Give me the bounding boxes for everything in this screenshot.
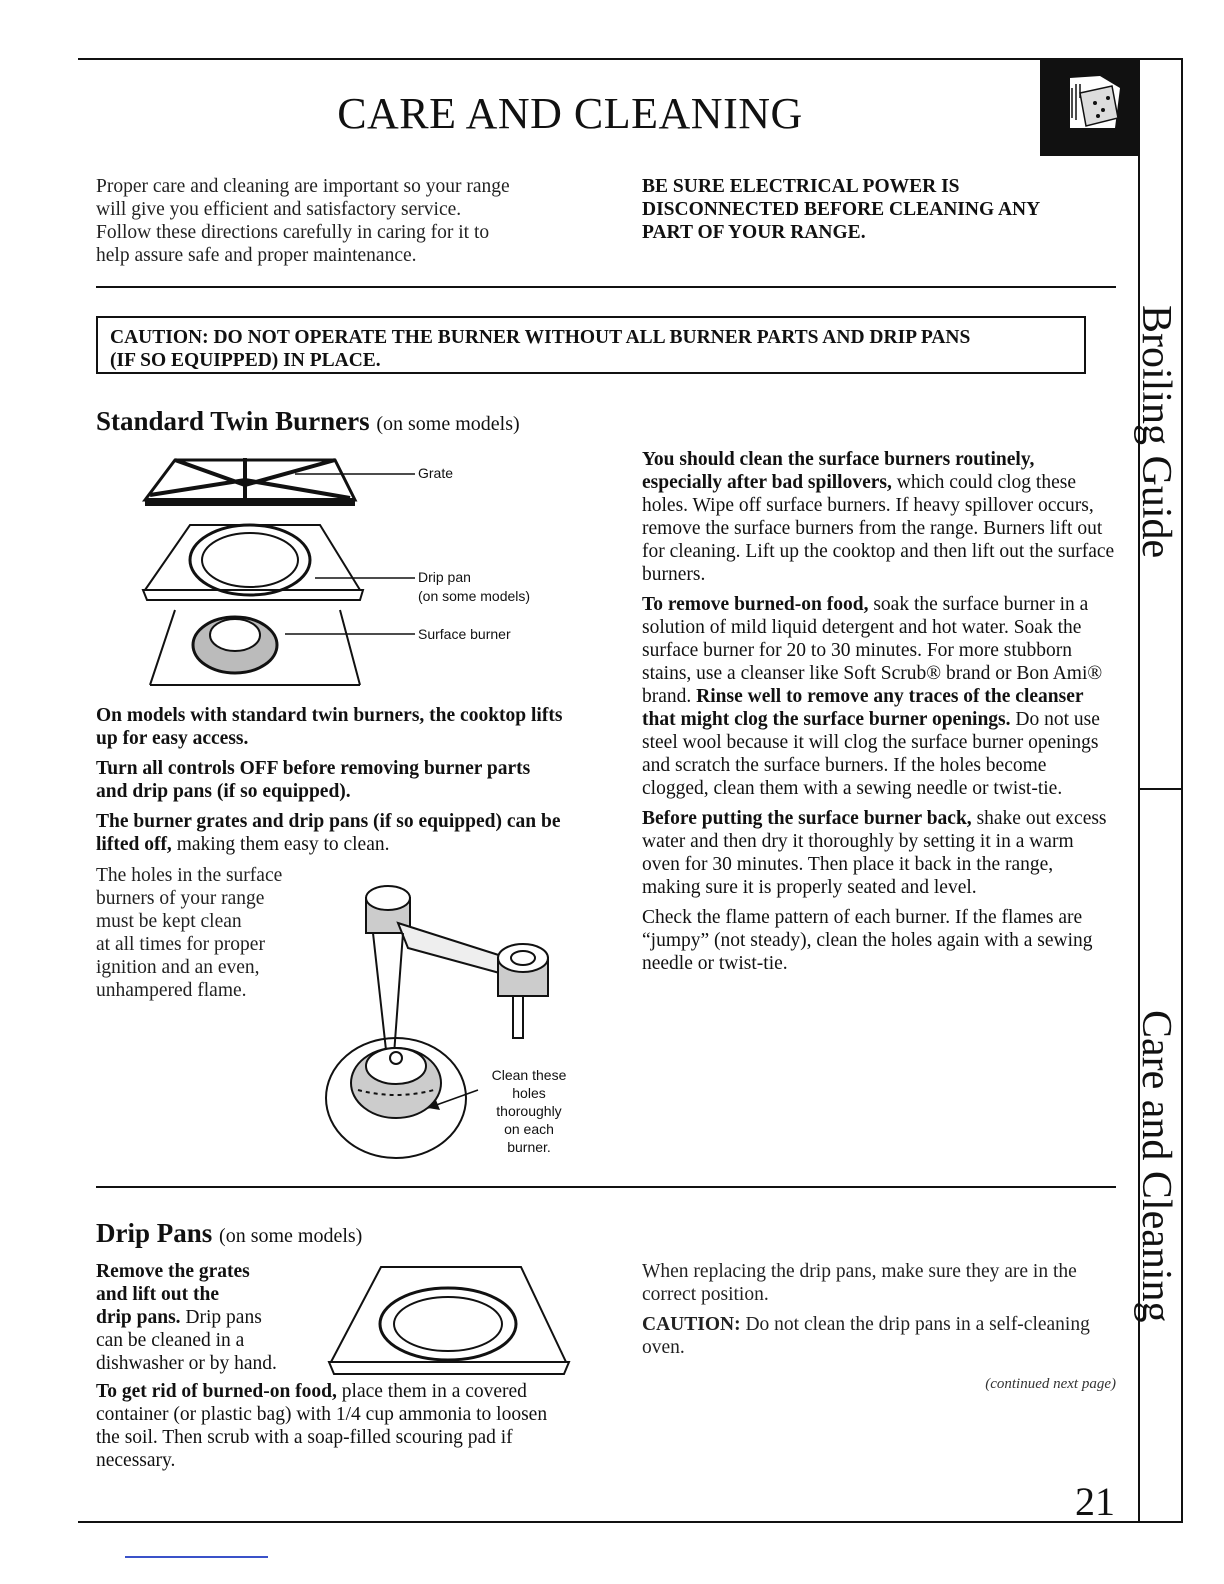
clean-label-line: Clean these — [491, 1067, 567, 1083]
heading-sub: (on some models) — [219, 1225, 363, 1247]
section-rule-2 — [96, 1186, 1116, 1188]
remove-line — [96, 1306, 336, 1329]
drip-caution-rest: Do not clean the drip pans in a self-cleaning oven. — [642, 1314, 1090, 1358]
caution-line: (IF SO EQUIPPED) IN PLACE. — [110, 350, 381, 371]
continued-note: (continued next page) — [985, 1376, 1116, 1392]
caution-line: CAUTION: DO NOT OPERATE THE BURNER WITHOUT ALL BURNER PARTS AND DRIP PANS — [110, 327, 971, 348]
routine-clean-rest: which could clog these holes. Wipe off surface burners. If heavy spillover occurs, remove the surface burners from the range. Burners lift out for cleaning. Lift up the cooktop and then lift out the surface burners. — [642, 472, 1115, 585]
remove-bold: drip pans. — [96, 1307, 181, 1328]
drip-pan-illustration — [143, 525, 363, 600]
lift-off-rest: making them easy to clean. — [171, 834, 390, 855]
controls-off-note: Turn all controls OFF before removing burner parts and drip pans (if so equipped). — [96, 758, 531, 802]
drip-pan-label: Drip pan — [418, 569, 471, 585]
intro-text — [96, 175, 596, 267]
warning-line: PART OF YOUR RANGE. — [642, 222, 866, 243]
lift-off-note — [96, 810, 564, 856]
burned-food-rest: soak the surface burner in a solution of mild liquid detergent and hot water. Soak the surface burner for 20 to 30 minutes. For more stubborn stains, use a cleanser like Soft Scrub® brand or Bon Ami® brand. — [642, 594, 1103, 707]
warning-line: BE SURE ELECTRICAL POWER IS — [642, 176, 960, 197]
replace-paragraph: When replacing the drip pans, make sure they are in the correct position. — [642, 1261, 1077, 1305]
remove-bold: and lift out the — [96, 1284, 219, 1305]
lift-off-bold: The burner grates and drip pans (if so equipped) can be lifted off, — [96, 811, 561, 855]
right-outer-line — [1181, 58, 1183, 1523]
burner-exploded-diagram — [135, 450, 555, 700]
remove-line — [96, 1283, 336, 1306]
holes-line: must be kept clean — [96, 911, 242, 932]
side-tab-broiling-guide: Broiling Guide — [1133, 305, 1179, 559]
rinse-bold: Rinse well to remove any traces of the cleanser that might clog the surface burner openings. — [642, 686, 1084, 730]
clean-label-line: burner. — [507, 1139, 551, 1155]
drip-burned-bold: To get rid of burned-on food, — [96, 1381, 337, 1402]
drip-burned-rest: place them in a covered container (or plastic bag) with 1/4 cup ammonia to loosen the soil. Then scrub with a soap-filled scouring pad if necessary. — [96, 1381, 548, 1471]
routine-clean-bold: You should clean the surface burners routinely, especially after bad spillovers, — [642, 449, 1035, 493]
power-warning — [642, 175, 1122, 244]
grate-illustration — [145, 458, 355, 506]
bottom-rule — [78, 1521, 1182, 1523]
holes-line: The holes in the surface — [96, 865, 283, 886]
footer-link-line — [125, 1556, 268, 1558]
remove-rest: Drip pans — [180, 1307, 262, 1328]
clean-holes-label — [484, 1066, 574, 1156]
cooktop-lift-note: On models with standard twin burners, the cooktop lifts up for easy access. — [96, 705, 563, 749]
put-back-rest: shake out excess water and then dry it thoroughly by setting it in a warm oven for 30 minutes. Then place it back in the range, making sure it is properly seated and level. — [642, 808, 1107, 898]
put-back-paragraph — [642, 807, 1116, 899]
tab-divider — [1138, 788, 1182, 790]
drip-pan-diagram — [326, 1262, 572, 1380]
top-rule — [78, 58, 1182, 60]
side-tab-care-and-cleaning: Care and Cleaning — [1133, 1010, 1179, 1323]
heading-sub: (on some models) — [376, 413, 520, 435]
caution-box — [96, 316, 1086, 374]
drip-right-text — [642, 1260, 1116, 1366]
page-number: 21 — [1075, 1479, 1115, 1524]
twin-right-text — [642, 448, 1116, 982]
drip-caution-paragraph — [642, 1313, 1116, 1359]
drip-pans-heading — [96, 1218, 362, 1249]
clean-label-line: on each — [504, 1121, 554, 1137]
surface-burner-label: Surface burner — [418, 626, 511, 642]
section-rule-1 — [96, 286, 1116, 288]
holes-note — [96, 864, 316, 1002]
drip-pan-sub-label: (on some models) — [418, 588, 531, 604]
intro-line: Proper care and cleaning are important so your range — [96, 176, 510, 197]
drip-remove-note — [96, 1260, 336, 1375]
rinse-rest: Do not use steel wool because it will clog the surface burner openings and scratch the surface burners. If the holes become clogged, clean them with a sewing needle or twist-tie. — [642, 709, 1100, 799]
flame-check-paragraph: Check the flame pattern of each burner. If the flames are “jumpy” (not steady), clean the holes again with a sewing needle or twist-tie. — [642, 907, 1093, 974]
burned-food-paragraph — [642, 593, 1116, 800]
remove-rest: can be cleaned in a — [96, 1330, 245, 1351]
remove-line — [96, 1329, 336, 1352]
put-back-bold: Before putting the surface burner back, — [642, 808, 972, 829]
routine-clean-paragraph — [642, 448, 1116, 586]
surface-burner-illustration — [150, 610, 360, 685]
warning-line: DISCONNECTED BEFORE CLEANING ANY — [642, 199, 1041, 220]
grate-label: Grate — [418, 465, 454, 481]
heading-text: Standard Twin Burners — [96, 406, 370, 436]
heading-text: Drip Pans — [96, 1218, 213, 1248]
intro-line: help assure safe and proper maintenance. — [96, 245, 417, 266]
clean-label-line: thoroughly — [496, 1103, 562, 1119]
drip-caution-bold: CAUTION: — [642, 1314, 741, 1335]
holes-line: burners of your range — [96, 888, 265, 909]
twin-burners-heading — [96, 406, 520, 437]
intro-line: Follow these directions carefully in caring for it to — [96, 222, 490, 243]
remove-rest: dishwasher or by hand. — [96, 1353, 277, 1374]
page-title: CARE AND CLEANING — [337, 89, 803, 138]
burned-food-bold: To remove burned-on food, — [642, 594, 869, 615]
intro-line: will give you efficient and satisfactory service. — [96, 199, 462, 220]
holes-line: at all times for proper — [96, 934, 265, 955]
remove-bold: Remove the grates — [96, 1261, 250, 1282]
remove-line — [96, 1260, 336, 1283]
clean-label-line: holes — [512, 1085, 546, 1101]
drip-burned-food-note — [96, 1380, 566, 1472]
holes-line: unhampered flame. — [96, 980, 247, 1001]
holes-line: ignition and an even, — [96, 957, 260, 978]
twin-left-text — [96, 704, 564, 863]
remove-line — [96, 1352, 336, 1375]
